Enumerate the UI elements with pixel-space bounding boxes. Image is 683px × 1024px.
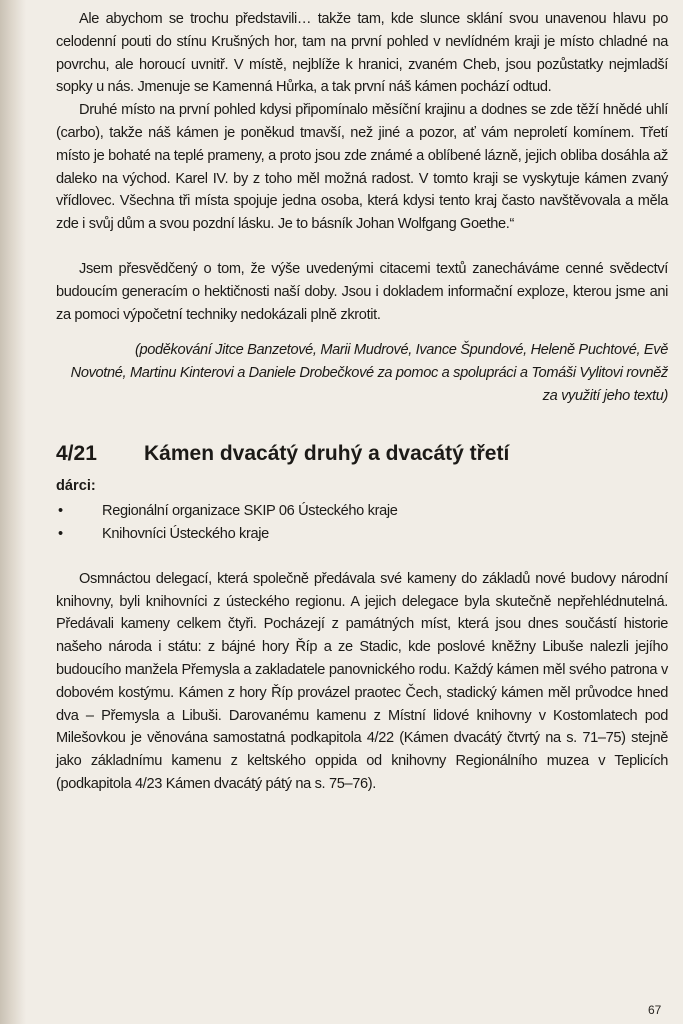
list-item: [56, 500, 668, 523]
donor-name: Knihovníci Ústeckého kraje: [102, 525, 269, 542]
paragraph-testimony: Jsem přesvědčený o tom, že výše uvedenými citacemi textů zanecháváme cenné svědectví budoucím generacím o hektičnosti naší doby. Jsou i dokladem informační exploze, kterou jsme ani za pomoci výpočetní techniky nedokázali plně zkrotit.: [56, 260, 668, 323]
book-page: [56, 8, 668, 796]
donors-label: dárci:: [56, 477, 96, 494]
paragraph-spacer: [56, 236, 668, 258]
acknowledgement-note: (poděkování Jitce Banzetové, Marii Mudrové, Ivance Špundové, Heleně Puchtové, Evě Novotné, Martinu Kinterovi a Daniele Drobečkové za pomoc a spolupráci a Tomáši Vylitovi rovněž za využití jeho textu): [70, 342, 668, 404]
paragraph-spacer: [56, 326, 668, 339]
bullet-icon: •: [58, 525, 63, 542]
paragraph-cheb: Ale abychom se trochu představili… takže tam, kde slunce sklání svou unavenou hlavu po celodenní pouti do stínu Krušných hor, tam na první pohled v nevlídném kraji je místo chladné na povrchu, ale horoucí uvnitř. V místě, nejblíže k hranici, zvaném Cheb, jsou pozůstatky nejmladší sopky u nás. Jmenuje se Kamenná Hůrka, a tak první náš kámen pochází odtud.: [56, 11, 668, 96]
chapter-heading: [56, 442, 668, 466]
paragraph-delegation: Osmnáctou delegací, která společně předávala své kameny do základů nové budovy národní knihovny, byli knihovníci z ústeckého regionu. A jejich delegace byla skutečně nepřehlédnutelná. Předávali kameny celkem čtyři. Pocházejí z památných míst, která jsou dnes součástí historie našeho národa i státu: z bájné hory Říp a ze Stadic, kde poslové kněžny Libuše nalezli jejího budoucího manžela Přemysla a zakladatele panovnického rodu. Každý kámen měl svého patrona v dobovém kostýmu. Kámen z hory Říp provázel praotec Čech, stadický kámen měl průvodce hned dva – Přemysla a Libuši. Darovanému kamenu z Místní lidové knihovny v Kostomlatech pod Milešovkou je věnována samostatná podkapitola 4/22 (Kámen dvacátý čtvrtý na s. 71–75) stejně jako základnímu kamenu z keltského oppida od knihovny Regionálního muzea v Teplicích (podkapitola 4/23 Kámen dvacátý pátý na s. 75–76).: [56, 570, 668, 792]
list-item: [56, 523, 668, 546]
chapter-title: Kámen dvacátý druhý a dvacátý třetí: [144, 441, 510, 465]
page-number: 67: [648, 1003, 662, 1017]
paragraph-goethe: Druhé místo na první pohled kdysi připomínalo měsíční krajinu a dodnes se zde těží hnědé uhlí (carbo), takže náš kámen je poněkud tmavší, než jiné a pozor, ať vám neproletí komínem. Třetí místo je bohaté na teplé prameny, a proto jsou zde známé a oblíbené lázně, jejich obliba dosáhla až daleko na východ. Karel IV. by z toho měl možná radost. V tomto kraji se vyskytuje kámen zvaný vřídlovec. Všechna tři místa spojuje jedna osoba, která kdysi tento kraj často navštěvovala a měla zde i svůj dům a svou pozdní lásku. Je to básník Johan Wolfgang Goethe.“: [56, 102, 668, 233]
chapter-number: 4/21: [56, 441, 97, 465]
donors-list: [56, 500, 668, 546]
bullet-icon: •: [58, 502, 63, 519]
book-gutter-shadow: [0, 0, 26, 1024]
donor-name: Regionální organizace SKIP 06 Ústeckého kraje: [102, 502, 398, 519]
